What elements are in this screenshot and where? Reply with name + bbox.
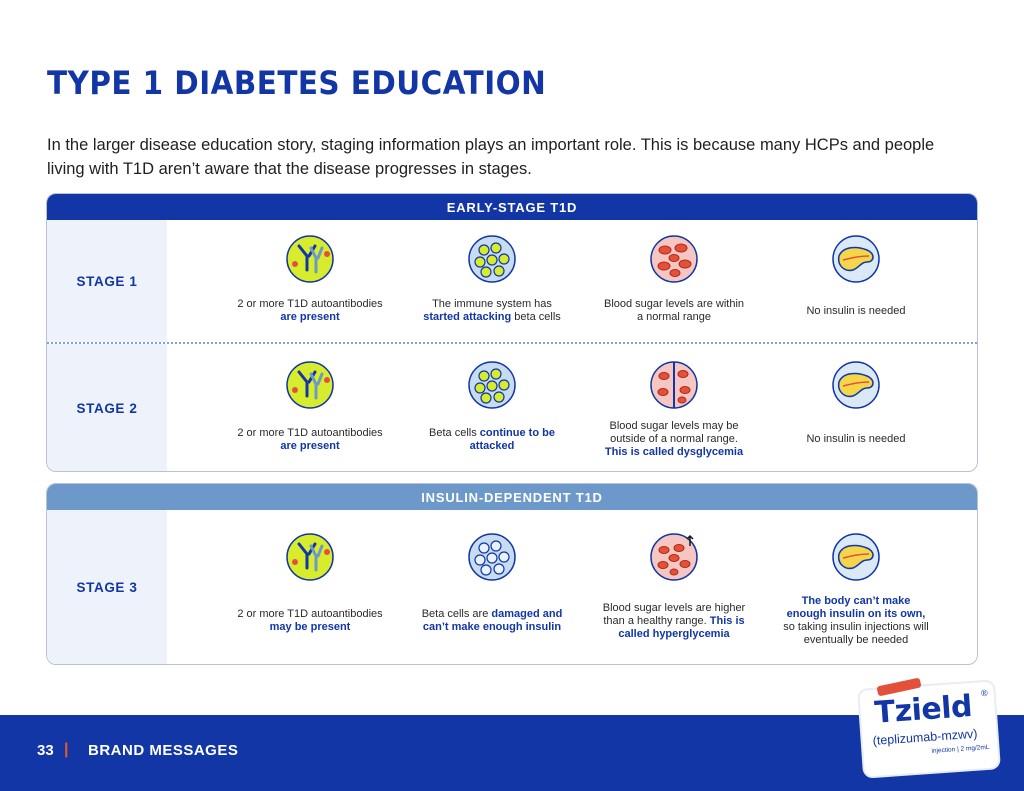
logo-registered: ® bbox=[980, 687, 988, 699]
beta-cells-icon bbox=[467, 234, 517, 284]
cell-text: Blood sugar levels may be outside of a normal range. bbox=[609, 420, 739, 445]
stage-3-label: STAGE 3 bbox=[47, 510, 167, 664]
stage-2-blood-sugar-cell bbox=[583, 344, 765, 472]
cell-text: 2 or more T1D autoantibodies bbox=[237, 298, 383, 310]
stage-2-beta-cells-cell bbox=[401, 344, 583, 472]
stage-1-immune-cell bbox=[401, 220, 583, 342]
stage-3-blood-sugar-cell bbox=[583, 510, 765, 664]
pancreas-icon bbox=[831, 532, 881, 582]
cell-text: Blood sugar levels are higher than a healthy range. bbox=[602, 601, 746, 627]
insulin-dependent-band: INSULIN-DEPENDENT T1D bbox=[47, 484, 977, 510]
logo-generic-name: (teplizumab-mzwv) bbox=[872, 726, 978, 748]
stage-2-autoantibodies-cell bbox=[219, 344, 401, 472]
cell-text: No insulin is needed bbox=[806, 433, 906, 445]
cell-text: 2 or more T1D autoantibodies bbox=[237, 426, 383, 439]
blood-cells-icon bbox=[649, 360, 699, 410]
cell-highlight: This is called dysglycemia bbox=[604, 446, 744, 458]
blood-cells-icon bbox=[649, 234, 699, 284]
logo-dose: injection | 2 mg/2mL bbox=[931, 743, 990, 755]
stage-3-autoantibodies-cell bbox=[219, 510, 401, 664]
stage-1-autoantibodies-cell bbox=[219, 220, 401, 342]
stage-2-label: STAGE 2 bbox=[47, 344, 167, 472]
section-title: BRAND MESSAGES bbox=[88, 742, 239, 759]
cell-text: The immune system has bbox=[432, 298, 552, 310]
cell-text: No insulin is needed bbox=[806, 304, 906, 317]
beta-cells-icon bbox=[467, 532, 517, 582]
cell-highlight: damaged and can’t make enough insulin bbox=[422, 608, 563, 633]
cell-highlight: This is called hyperglycemia bbox=[618, 614, 745, 640]
intro-paragraph: In the larger disease education story, staging information plays an important role. This is because many HCPs and people living with T1D aren’t aware that the disease progresses in stages. bbox=[47, 136, 935, 178]
pancreas-icon bbox=[831, 234, 881, 284]
cell-text: Beta cells are bbox=[421, 608, 492, 620]
stage-1-blood-sugar-cell bbox=[583, 220, 765, 342]
cell-text: beta cells bbox=[511, 311, 561, 323]
stage-3-insulin-cell bbox=[765, 510, 947, 664]
cell-text: 2 or more T1D autoantibodies bbox=[237, 608, 383, 620]
cell-text: so taking insulin injections will eventually be needed bbox=[783, 621, 929, 646]
tzield-logo bbox=[859, 681, 999, 776]
cell-highlight: may be present bbox=[269, 621, 351, 633]
cell-highlight: are present bbox=[280, 439, 340, 452]
page-number: 33 bbox=[37, 742, 54, 759]
antibody-icon bbox=[285, 532, 335, 582]
page-title: TYPE 1 DIABETES EDUCATION bbox=[47, 64, 547, 102]
cell-text: Beta cells bbox=[429, 426, 480, 439]
beta-cells-icon bbox=[467, 360, 517, 410]
antibody-icon bbox=[285, 234, 335, 284]
stage-2-insulin-cell bbox=[765, 344, 947, 472]
insulin-dependent-panel bbox=[46, 483, 978, 665]
stage-3-row bbox=[47, 510, 977, 664]
cell-highlight: continue to be attacked bbox=[469, 426, 555, 452]
footer-divider: | bbox=[64, 741, 69, 758]
early-stage-band: EARLY-STAGE T1D bbox=[47, 194, 977, 220]
cell-highlight: are present bbox=[280, 311, 340, 323]
stage-1-label: STAGE 1 bbox=[47, 220, 167, 342]
stage-3-beta-cells-cell bbox=[401, 510, 583, 664]
cell-text: Blood sugar levels are within a normal range bbox=[603, 298, 745, 323]
stage-2-row bbox=[47, 344, 977, 472]
cell-highlight: started attacking bbox=[423, 311, 512, 323]
stage-1-row bbox=[47, 220, 977, 342]
cell-highlight: The body can’t make enough insulin on its own, bbox=[786, 595, 926, 620]
blood-cells-icon bbox=[649, 532, 699, 582]
antibody-icon bbox=[285, 360, 335, 410]
pancreas-icon bbox=[831, 360, 881, 410]
early-stage-panel bbox=[46, 193, 978, 472]
logo-wordmark: Tzield bbox=[873, 688, 974, 731]
stage-1-insulin-cell bbox=[765, 220, 947, 342]
